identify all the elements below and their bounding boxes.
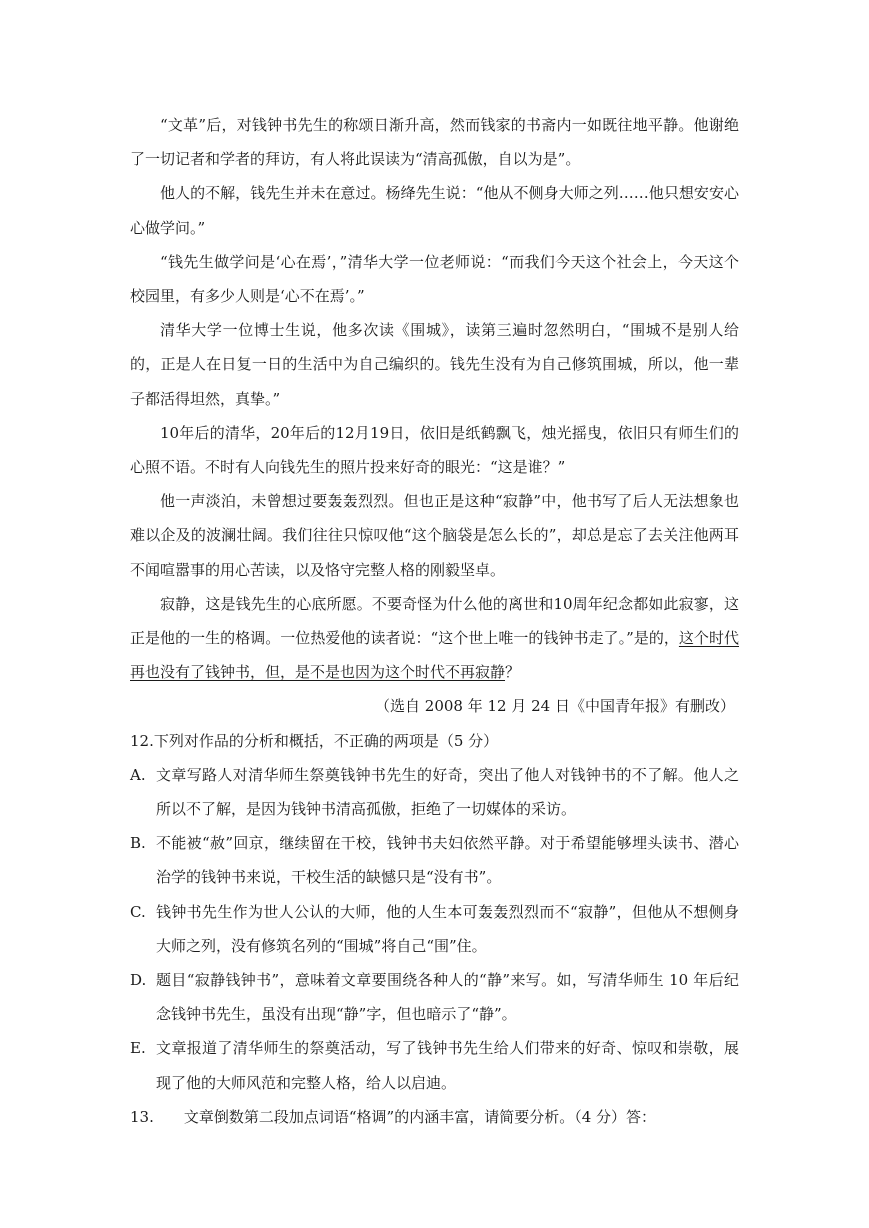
option-e-key: E. [130, 1039, 146, 1058]
question-12-option-d [130, 963, 739, 1031]
paragraph-7-text: 寂静，这是钱先生的心底所愿。不要奇怪为什么他的离世和10周年纪念都如此寂寥，这正是他的一生的格调。一位热爱他的读者说：“这个世上唯一的钱钟书走了。”是的， [130, 594, 739, 648]
option-a-key: A. [130, 765, 146, 784]
option-c-text: 钱钟书先生作为世人公认的大师，他的人生本可轰轰烈烈而不“寂静”，但他从不想侧身大师之列，没有修筑名列的“围城”将自己“围”住。 [156, 902, 739, 955]
document-body [130, 108, 739, 1134]
article-paragraph-7 [130, 587, 739, 690]
option-a-text: 文章写路人对清华师生祭奠钱钟书先生的好奇，突出了他人对钱钟书的不了解。他人之所以不了解，是因为钱钟书清高孤傲，拒绝了一切媒体的采访。 [156, 765, 739, 819]
option-d-text: 题目“寂静钱钟书”，意味着文章要围绕各种人的“静”来写。如，写清华师生 10 年后纪念钱钟书先生，虽没有出现“静”字，但也暗示了“静”。 [156, 971, 739, 1024]
option-e-text: 文章报道了清华师生的祭奠活动，写了钱钟书先生给人们带来的好奇、惊叹和崇敬，展现了他的大师风范和完整人格，给人以启迪。 [156, 1039, 739, 1092]
option-d-key: D. [130, 971, 147, 990]
question-12-option-b [130, 826, 739, 894]
option-c-key: C. [130, 902, 146, 921]
article-paragraph-1: “文革”后，对钱钟书先生的称颂日渐升高，然而钱家的书斋内一如既往地平静。他谢绝了一切记者和学者的拜访，有人将此误读为“清高孤傲，自以为是”。 [130, 116, 739, 169]
underlined-sentence: 这个时代再也没有了钱钟书，但，是不是也因为这个时代不再寂静 [130, 629, 739, 682]
option-b-key: B. [130, 834, 146, 853]
question-12-option-a [130, 758, 739, 826]
article-paragraph-3: “钱先生做学问是‘心在焉’，”清华大学一位老师说：“而我们今天这个社会上，今天这个校园里，有多少人则是‘心不在焉’。” [130, 252, 739, 306]
question-12-stem: 12.下列对作品的分析和概括，不正确的两项是（5 分） [130, 731, 499, 750]
question-12-option-e [130, 1031, 739, 1099]
question-12-option-c [130, 895, 739, 963]
article-paragraph-4: 清华大学一位博士生说，他多次读《围城》，读第三遍时忽然明白，“围城不是别人给的，正是人在日复一日的生活中为自己编织的。钱先生没有为自己修筑围城，所以，他一辈子都活得坦然，真挚。” [130, 321, 739, 408]
article-source: （选自 2008 年 12 月 24 日《中国青年报》有删改） [375, 697, 735, 716]
article-paragraph-6: 他一声淡泊，未曾想过要轰轰烈烈。但也正是这种“寂静”中，他书写了后人无法想象也难以企及的波澜壮阔。我们往往只惊叹他“这个脑袋是怎么长的”，却总是忘了去关注他两耳不闻喧嚣事的用心苦读，以及恪守完整人格的刚毅坚卓。 [130, 492, 739, 579]
question-13-stem: 13. 文章倒数第二段加点词语“格调”的内涵丰富，请简要分析。（4 分）答： [130, 1107, 657, 1126]
article-paragraph-5: 10年后的清华，20年后的12月19日，依旧是纸鹤飘飞，烛光摇曳，依旧只有师生们的心照不语。不时有人向钱先生的照片投来好奇的眼光：“这是谁？” [130, 423, 739, 477]
option-b-text: 不能被“赦”回京，继续留在干校，钱钟书夫妇依然平静。对于希望能够埋头读书、潜心治学的钱钟书来说，干校生活的缺憾只是“没有书”。 [156, 834, 739, 887]
paragraph-7-end: ？ [505, 663, 521, 682]
article-paragraph-2: 他人的不解，钱先生并未在意过。杨绛先生说：“他从不侧身大师之列……他只想安安心心做学问。” [130, 184, 739, 237]
